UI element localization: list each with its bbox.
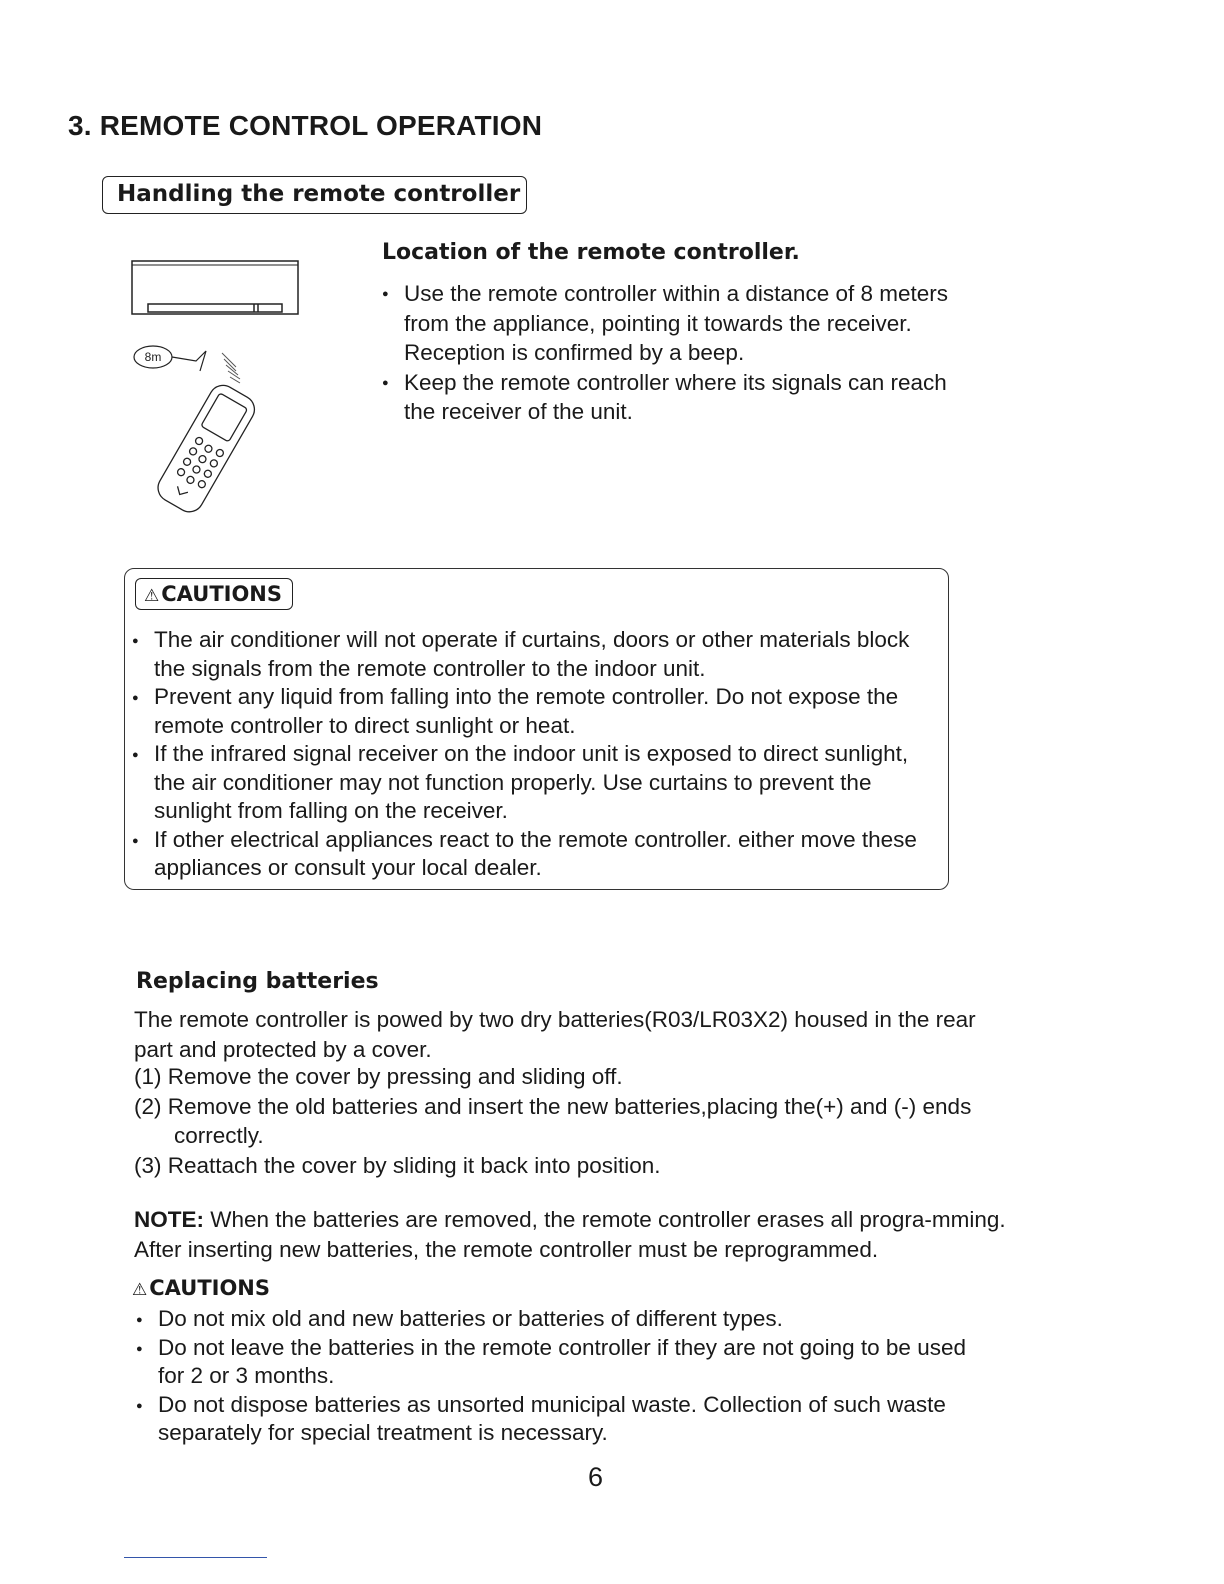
batteries-title: Replacing batteries	[136, 969, 379, 994]
batteries-intro: The remote controller is powed by two dry batteries(R03/LR03X2) housed in the rear part and protected by a cover.	[134, 1007, 976, 1062]
distance-label: 8m	[144, 350, 162, 364]
warning-icon: ⚠	[132, 1280, 148, 1300]
cautions-bullets	[130, 626, 940, 883]
note-text: When the batteries are removed, the remote controller erases all progra-mming. After inserting new batteries, the remote controller must be reprogrammed.	[134, 1207, 1006, 1262]
caution-bullet: ● Prevent any liquid from falling into the remote controller. Do not expose the remote controller to direct sunlight or heat.	[130, 683, 940, 740]
distance-label-icon	[134, 346, 240, 383]
battery-cautions-list	[134, 1305, 974, 1448]
section-heading: 3. REMOTE CONTROL OPERATION	[68, 110, 543, 141]
remote-controller-icon	[153, 380, 260, 515]
caution-bullet: ● The air conditioner will not operate if curtains, doors or other materials block the signals from the remote controller to the indoor unit.	[130, 626, 940, 683]
location-bullet: ● Keep the remote controller where its signals can reach the receiver of the unit.	[380, 368, 960, 427]
location-bullets	[380, 279, 960, 427]
batteries-steps	[134, 1062, 1014, 1180]
cautions-tag	[135, 578, 293, 610]
location-bullet: ● Use the remote controller within a distance of 8 meters from the appliance, pointing it towards the receiver. Reception is confirmed by a beep.	[380, 279, 960, 368]
battery-step: (3) Reattach the cover by sliding it back into position.	[134, 1152, 661, 1178]
note-label: NOTE:	[134, 1207, 204, 1232]
location-title: Location of the remote controller.	[382, 240, 800, 265]
section-tag: Handling the remote controller	[102, 176, 527, 214]
battery-caution: ● Do not dispose batteries as unsorted municipal waste. Collection of such waste separately for special treatment is necessary.	[134, 1391, 974, 1448]
cautions-label: CAUTIONS	[161, 582, 283, 606]
battery-step: (1) Remove the cover by pressing and sliding off.	[134, 1064, 623, 1089]
battery-caution: ● Do not leave the batteries in the remote controller if they are not going to be used for 2 or 3 months.	[134, 1334, 974, 1391]
battery-caution: ● Do not mix old and new batteries or batteries of different types.	[134, 1305, 974, 1334]
battery-step: (2) Remove the old batteries and insert the new batteries,placing the(+) and (-) ends correctly.	[134, 1093, 972, 1148]
page-number: 6	[588, 1462, 604, 1492]
remote-location-figure	[126, 255, 306, 515]
caution-bullet: ● If the infrared signal receiver on the indoor unit is exposed to direct sunlight, the air conditioner may not function properly. Use curtains to prevent the sunlight from falling on the receiver.	[130, 740, 940, 826]
battery-cautions-label: CAUTIONS	[149, 1276, 271, 1300]
note-paragraph	[134, 1205, 1044, 1264]
battery-cautions-heading	[132, 1276, 270, 1300]
footer-rule	[124, 1557, 267, 1558]
warning-icon: ⚠	[144, 586, 160, 606]
indoor-unit-icon	[132, 261, 298, 314]
caution-bullet: ● If other electrical appliances react to the remote controller. either move these appliances or consult your local dealer.	[130, 826, 940, 883]
